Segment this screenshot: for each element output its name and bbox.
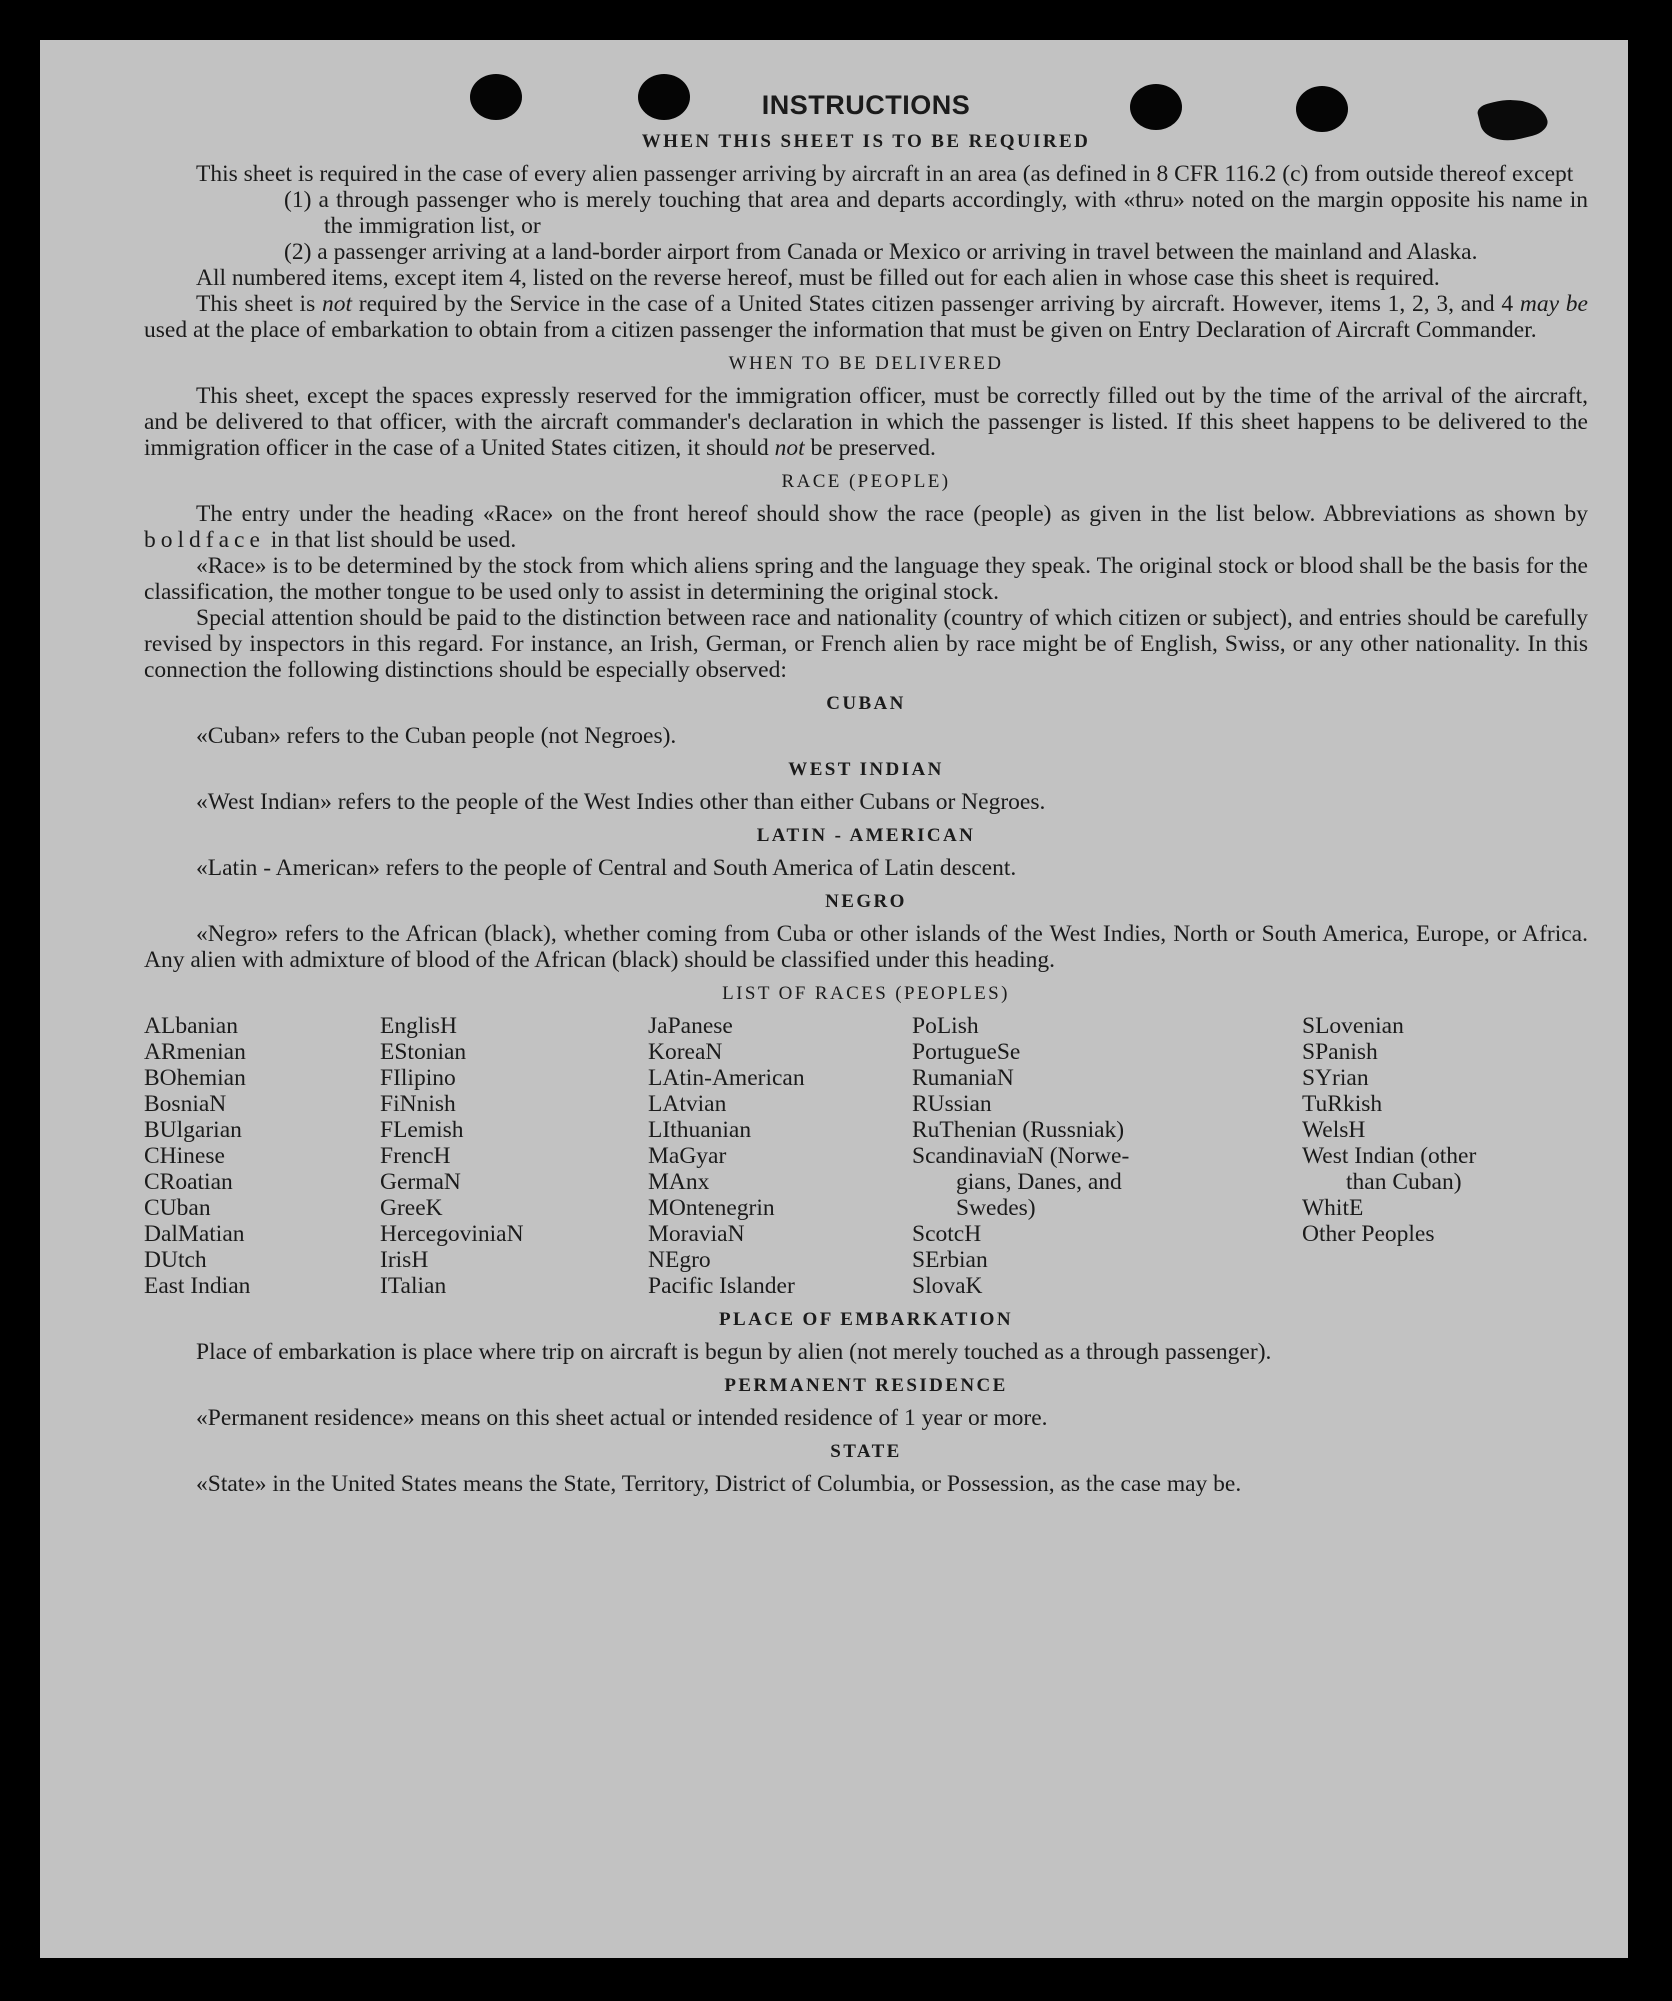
list-item: EStonian	[380, 1039, 467, 1065]
list-item: (2) a passenger arriving at a land-border airport from Canada or Mexico or arriving in travel between the mainland and Alaska.	[284, 239, 1478, 265]
paragraph: Place of embarkation is place where trip on aircraft is begun by alien (not merely touched as a through passenger).	[196, 1339, 1272, 1365]
list-item: MAnx	[648, 1169, 710, 1195]
list-item: NEgro	[648, 1247, 711, 1273]
list-item: RUssian	[912, 1091, 992, 1117]
list-item: ARmenian	[144, 1039, 246, 1065]
paragraph: All numbered items, except item 4, listed on the reverse hereof, must be filled out for each alien in whose case this sheet is required.	[196, 265, 1440, 291]
paragraph: «Negro» refers to the African (black), whether coming from Cuba or other islands of the West Indies, North or South America, Europe, or Africa. Any alien with admixture of blood of the African (black) should be classified under this heading.	[144, 921, 1588, 973]
text-run: required by the Service in the case of a United States citizen passenger arriving by aircraft. However, items 1, 2, 3, and 4	[352, 291, 1520, 317]
paragraph: «State» in the United States means the State, Territory, District of Columbia, or Possession, as the case may be.	[196, 1471, 1242, 1497]
list-item: FLemish	[380, 1117, 464, 1143]
list-item: JaPanese	[648, 1013, 733, 1039]
races-list	[144, 1013, 1588, 1299]
text-run: This sheet is	[196, 291, 322, 317]
heading-place-of-embarkation: PLACE OF EMBARKATION	[719, 1309, 1013, 1330]
heading-permanent-residence: PERMANENT RESIDENCE	[724, 1375, 1008, 1396]
list-item: Pacific Islander	[648, 1273, 795, 1299]
races-column	[380, 1013, 648, 1299]
races-column	[912, 1013, 1302, 1299]
paragraph: «Cuban» refers to the Cuban people (not Negroes).	[196, 723, 677, 749]
heading-when-required: WHEN THIS SHEET IS TO BE REQUIRED	[641, 131, 1091, 152]
heading-negro: NEGRO	[825, 891, 907, 912]
list-item: SLovenian	[1302, 1013, 1404, 1039]
list-item: Other Peoples	[1302, 1221, 1435, 1247]
races-column	[1302, 1013, 1582, 1299]
list-item: SlovaK	[912, 1273, 983, 1299]
list-item: FiNnish	[380, 1091, 456, 1117]
text-run: used at the place of embarkation to obtain from a citizen passenger the information that must be given on Entry Declaration of Aircraft Commander.	[144, 317, 1537, 343]
heading-cuban: CUBAN	[826, 693, 906, 714]
list-item: (1) a through passenger who is merely touching that area and departs accordingly, with «thru» noted on the margin opposite his name in the immigration list, or	[284, 187, 1588, 239]
text-run: be preserved.	[804, 435, 936, 461]
list-item: ScotcH	[912, 1221, 982, 1247]
list-item: BosniaN	[144, 1091, 227, 1117]
list-item: West Indian (other	[1302, 1143, 1477, 1169]
paragraph	[144, 291, 1588, 343]
paragraph	[144, 501, 1588, 553]
list-item: WhitE	[1302, 1195, 1364, 1221]
list-item: CHinese	[144, 1143, 225, 1169]
list-item: BOhemian	[144, 1065, 246, 1091]
list-item: East Indian	[144, 1273, 251, 1299]
list-item: BUlgarian	[144, 1117, 242, 1143]
list-item: RumaniaN	[912, 1065, 1014, 1091]
list-item: LAtvian	[648, 1091, 727, 1117]
list-item: CRoatian	[144, 1169, 233, 1195]
paragraph: «Permanent residence» means on this sheet actual or intended residence of 1 year or more.	[196, 1405, 1048, 1431]
list-item: TuRkish	[1302, 1091, 1383, 1117]
list-item: MOntenegrin	[648, 1195, 775, 1221]
paragraph: «West Indian» refers to the people of the West Indies other than either Cubans or Negroes.	[196, 789, 1046, 815]
list-item: ITalian	[380, 1273, 447, 1299]
list-item: ScandinaviaN (Norwe-	[912, 1143, 1130, 1169]
list-item: LIthuanian	[648, 1117, 752, 1143]
list-item: RuThenian (Russniak)	[912, 1117, 1125, 1143]
instructions-body	[144, 90, 1588, 1497]
paragraph: This sheet is required in the case of every alien passenger arriving by aircraft in an area (as defined in 8 CFR 116.2 (c) from outside thereof except	[196, 161, 1574, 187]
list-item: ALbanian	[144, 1013, 238, 1039]
text-run: in that list should be used.	[264, 527, 517, 553]
text-run: The entry under the heading «Race» on the front hereof should show the race (people) as given in the list below. Abbreviations as shown by	[196, 501, 1588, 527]
paragraph: «Race» is to be determined by the stock from which aliens spring and the language they speak. The original stock or blood shall be the basis for the classification, the mother tongue to be used only to assist in determining the original stock.	[144, 553, 1588, 605]
list-item: DUtch	[144, 1247, 207, 1273]
emphasis: not	[322, 291, 353, 317]
list-item: PortugueSe	[912, 1039, 1021, 1065]
list-item: FIlipino	[380, 1065, 456, 1091]
page-title: INSTRUCTIONS	[761, 90, 971, 120]
list-item: DalMatian	[144, 1221, 245, 1247]
emphasis: may be	[1519, 291, 1588, 317]
heading-list-of-races: LIST OF RACES (PEOPLES)	[722, 983, 1010, 1004]
list-item: EnglisH	[380, 1013, 458, 1039]
heading-latin-american: LATIN - AMERICAN	[756, 825, 976, 846]
list-item: WelsH	[1302, 1117, 1366, 1143]
spaced-word: boldface	[144, 527, 265, 553]
list-item: LAtin-American	[648, 1065, 805, 1091]
list-item: PoLish	[912, 1013, 979, 1039]
paragraph: Special attention should be paid to the distinction between race and nationality (country of which citizen or subject), and entries should be carefully revised by inspectors in this regard. For instance, an Irish, German, or French alien by race might be of English, Swiss, or any other nationality. In this connection the following distinctions should be especially observed:	[144, 605, 1588, 683]
paragraph	[144, 383, 1588, 461]
list-item-continuation: than Cuban)	[1346, 1169, 1462, 1195]
list-item: MaGyar	[648, 1143, 727, 1169]
list-item: HercegoviniaN	[380, 1221, 524, 1247]
list-item: FrencH	[380, 1143, 451, 1169]
list-item-continuation: gians, Danes, and	[956, 1169, 1122, 1195]
paragraph: «Latin - American» refers to the people of Central and South America of Latin descent.	[196, 855, 1017, 881]
heading-when-delivered: WHEN TO BE DELIVERED	[728, 353, 1004, 374]
list-item: MoraviaN	[648, 1221, 745, 1247]
races-column	[144, 1013, 380, 1299]
text-run: This sheet, except the spaces expressly reserved for the immigration officer, must be correctly filled out by the time of the arrival of the aircraft, and be delivered to that officer, with the aircraft commander's declaration in which the passenger is listed. If this sheet happens to be delivered to the immigration officer in the case of a United States citizen, it should	[144, 383, 1588, 461]
list-item: GermaN	[380, 1169, 461, 1195]
races-column	[648, 1013, 912, 1299]
list-item: GreeK	[380, 1195, 443, 1221]
list-item-continuation: Swedes)	[956, 1195, 1036, 1221]
list-item: IrisH	[380, 1247, 429, 1273]
list-item: SYrian	[1302, 1065, 1369, 1091]
instruction-sheet	[40, 40, 1628, 1958]
list-item: SErbian	[912, 1247, 988, 1273]
list-item: CUban	[144, 1195, 211, 1221]
heading-state: STATE	[830, 1441, 902, 1462]
list-item: SPanish	[1302, 1039, 1378, 1065]
list-item: KoreaN	[648, 1039, 723, 1065]
heading-west-indian: WEST INDIAN	[788, 759, 944, 780]
heading-race: RACE (PEOPLE)	[781, 471, 951, 492]
emphasis: not	[774, 435, 805, 461]
